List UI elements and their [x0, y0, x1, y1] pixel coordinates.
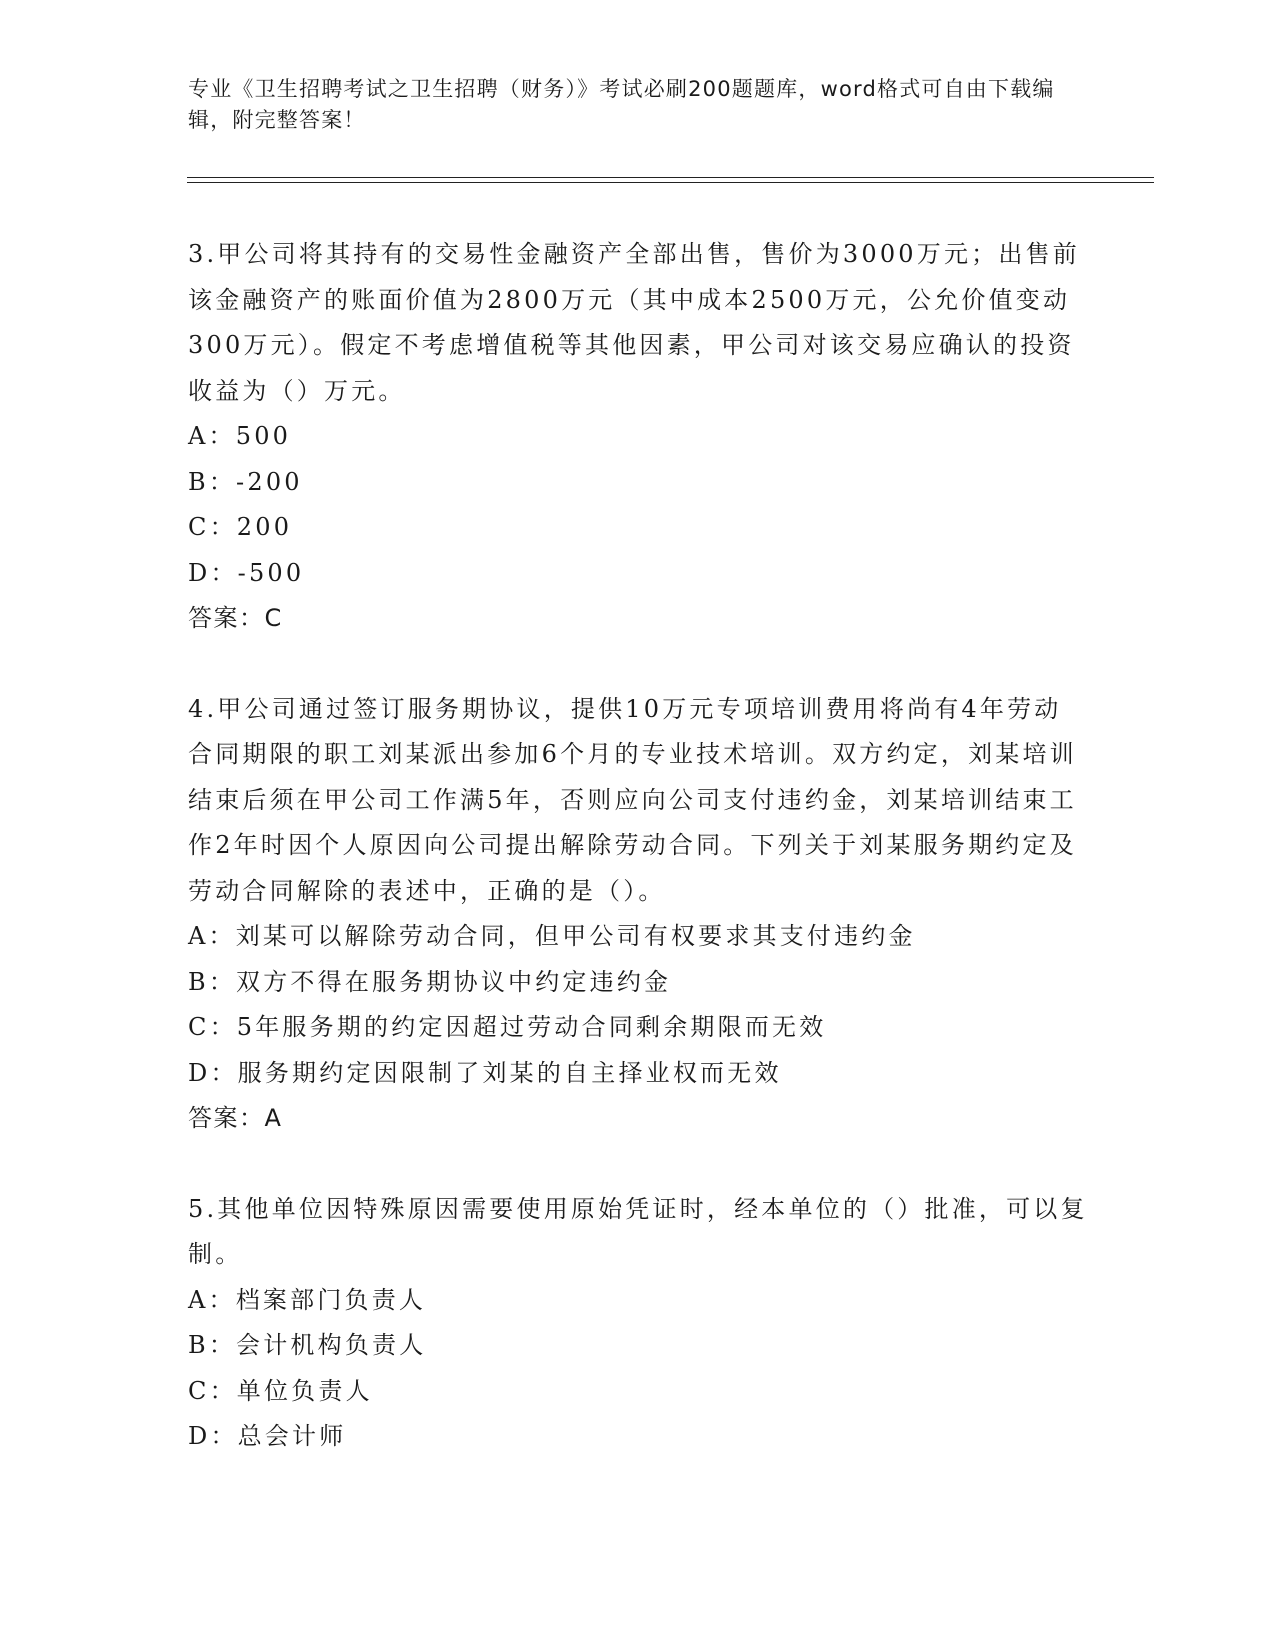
option-a: A：500	[188, 422, 292, 450]
question-3	[188, 232, 1088, 642]
option-d: D：-500	[188, 558, 305, 587]
question-4	[188, 687, 1088, 1142]
header-divider-bottom	[187, 182, 1154, 183]
option-c: C：单位负责人	[188, 1376, 373, 1405]
option-b: B：会计机构负责人	[188, 1331, 427, 1359]
question-list	[188, 232, 1088, 1505]
question-stem: 3.甲公司将其持有的交易性金融资产全部出售，售价为3000万元；出售前该金融资产的账面价值为2800万元（其中成本2500万元，公允价值变动300万元）。假定不考虑增值税等其他因素，甲公司对该交易应确认的投资收益为（）万元。	[188, 240, 1080, 405]
option-a: A：档案部门负责人	[188, 1285, 427, 1314]
option-b: B：双方不得在服务期协议中约定违约金	[188, 967, 672, 996]
document-header: 专业《卫生招聘考试之卫生招聘（财务）》考试必刷200题题库，word格式可自由下载编辑，附完整答案！	[188, 77, 1055, 132]
answer-line: 答案：A	[188, 1104, 283, 1132]
question-stem: 5.其他单位因特殊原因需要使用原始凭证时，经本单位的（）批准，可以复制。	[188, 1194, 1088, 1268]
option-b: B：-200	[188, 467, 303, 496]
option-c: C：5年服务期的约定因超过劳动合同剩余期限而无效	[188, 1013, 827, 1041]
question-stem: 4.甲公司通过签订服务期协议，提供10万元专项培训费用将尚有4年劳动合同期限的职工刘某派出参加6个月的专业技术培训。双方约定，刘某培训结束后须在甲公司工作满5年，否则应向公司支付违约金，刘某培训结束工作2年时因个人原因向公司提出解除劳动合同。下列关于刘某服务期约定及劳动合同解除的表述中，正确的是（）。	[188, 694, 1077, 905]
option-d: D：服务期约定因限制了刘某的自主择业权而无效	[188, 1058, 782, 1087]
option-a: A：刘某可以解除劳动合同，但甲公司有权要求其支付违约金	[188, 922, 916, 950]
header-divider-top	[187, 177, 1154, 178]
question-5	[188, 1187, 1088, 1460]
option-d: D：总会计师	[188, 1422, 347, 1450]
option-c: C：200	[188, 513, 293, 541]
answer-line: 答案：C	[188, 604, 283, 632]
